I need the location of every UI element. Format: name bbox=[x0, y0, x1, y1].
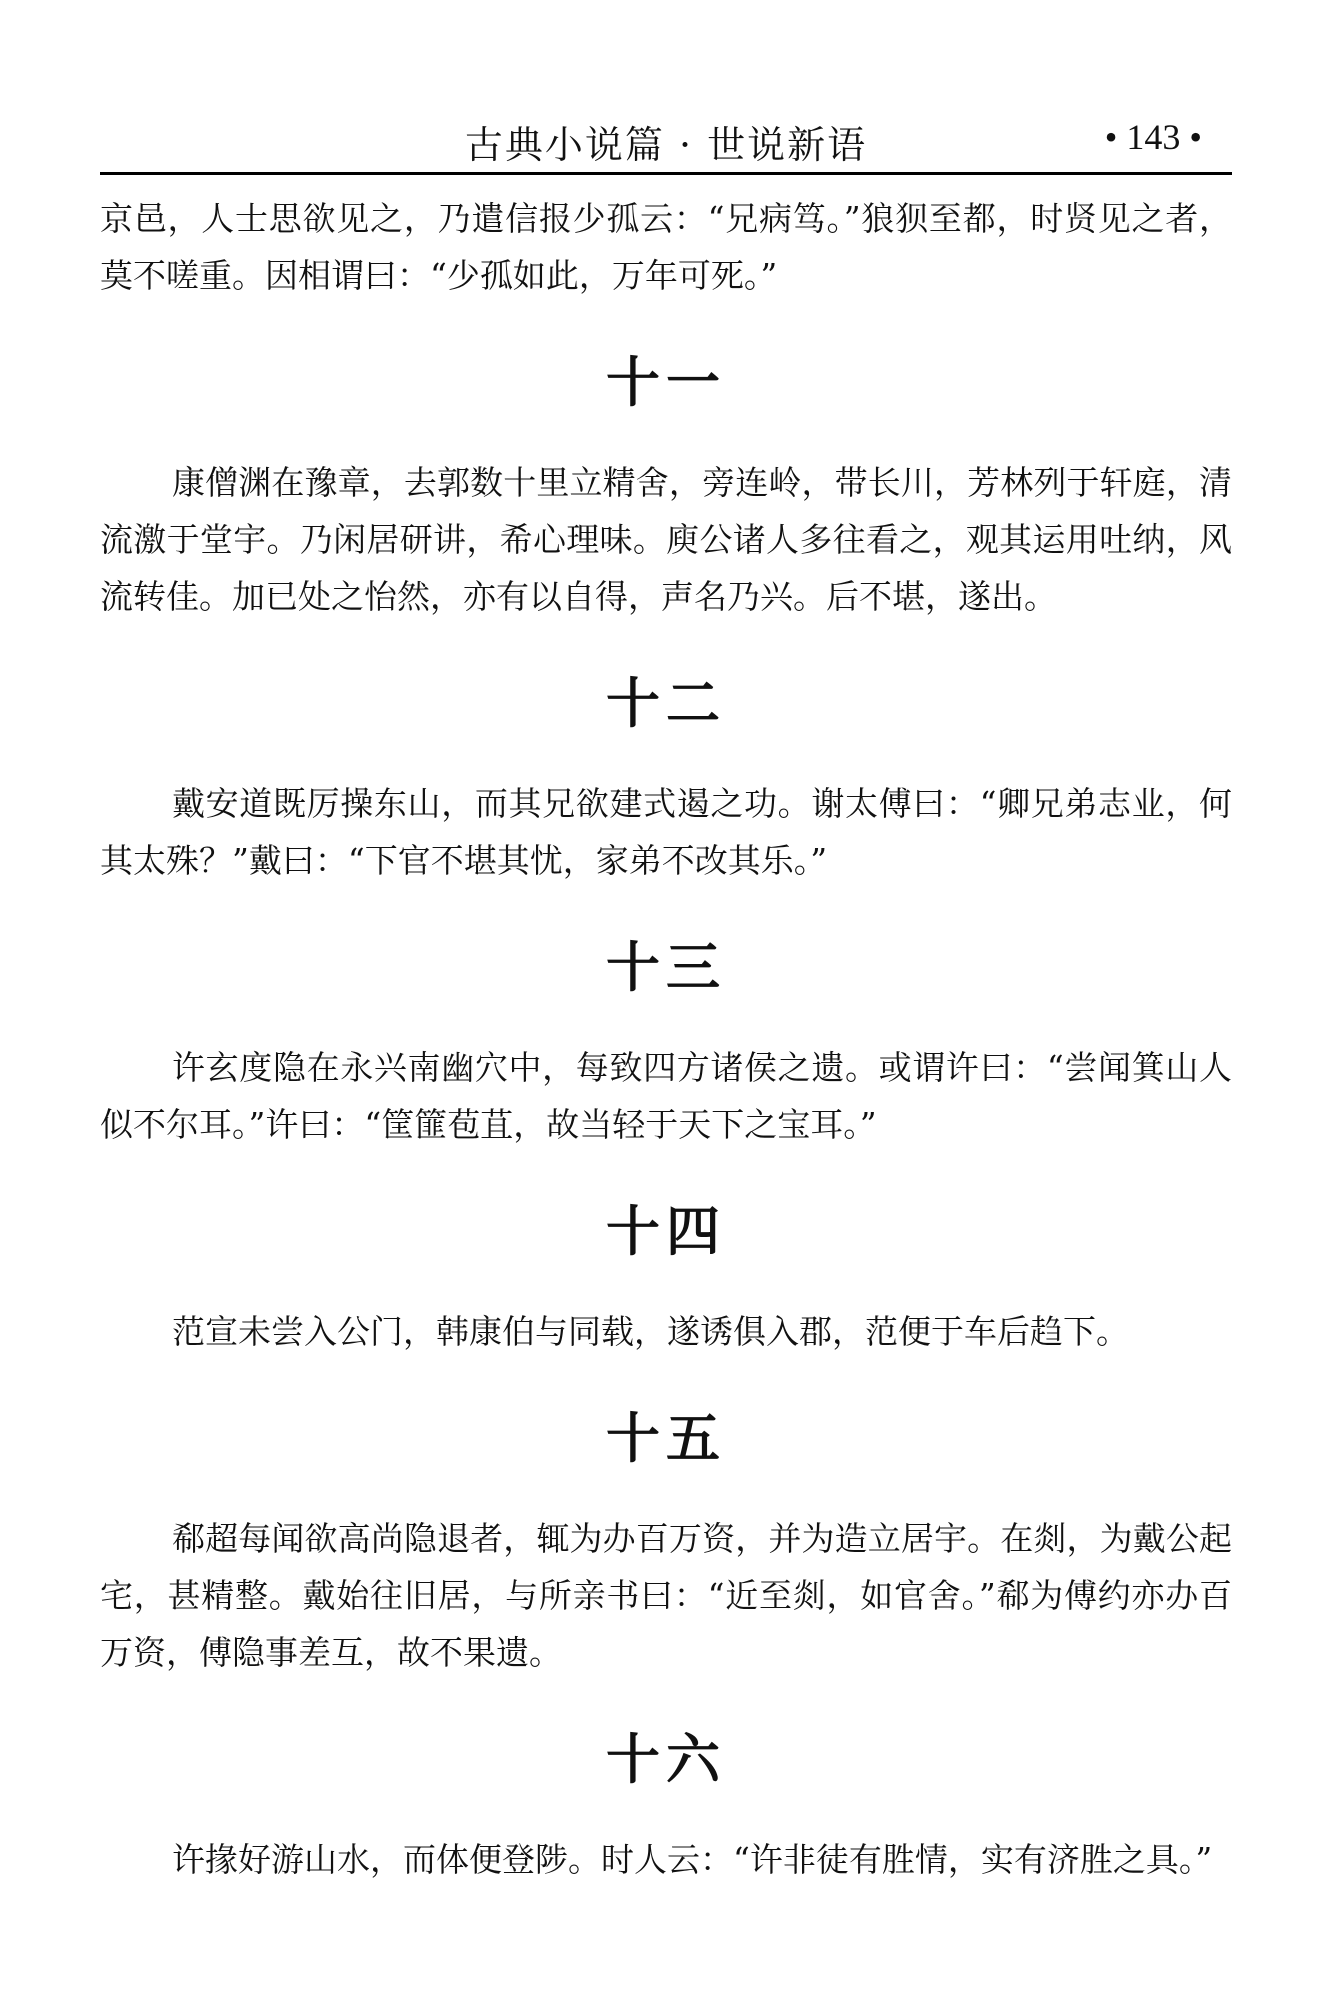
section-text-11: 康僧渊在豫章，去郭数十里立精舍，旁连岭，带长川，芳林列于轩庭，清流激于堂宇。乃闲居研讲，希心理味。庾公诸人多往看之，观其运用吐纳，风流转佳。加已处之怡然，亦有以自得，声名乃兴。后不堪，遂出。 bbox=[100, 463, 1232, 616]
page-number: • 143 • bbox=[1104, 117, 1202, 157]
section-heading-13: 十三 bbox=[606, 936, 726, 999]
section-text-12: 戴安道既厉操东山，而其兄欲建式遏之功。谢太傅曰：“卿兄弟志业，何其太殊？”戴曰：“下官不堪其忧，家弟不改其乐。” bbox=[100, 784, 1232, 880]
section-heading-16: 十六 bbox=[606, 1728, 726, 1791]
header-title: 古典小说篇 · 世说新语 bbox=[464, 123, 868, 167]
continued-paragraph: 京邑，人士思欲见之，乃遣信报少孤云：“兄病笃。”狼狈至都，时贤见之者，莫不嗟重。因相谓曰：“少孤如此，万年可死。” bbox=[100, 199, 1232, 295]
section-heading-15: 十五 bbox=[606, 1407, 726, 1470]
section-text-13: 许玄度隐在永兴南幽穴中，每致四方诸侯之遗。或谓许曰：“尝闻箕山人似不尔耳。”许曰：“筐篚苞苴，故当轻于天下之宝耳。” bbox=[100, 1048, 1232, 1144]
page-body bbox=[100, 190, 1232, 1888]
section-text-16: 许掾好游山水，而体便登陟。时人云：“许非徒有胜情，实有济胜之具。” bbox=[172, 1840, 1213, 1879]
running-header bbox=[100, 108, 1232, 175]
section-text-14: 范宣未尝入公门，韩康伯与同载，遂诱俱入郡，范便于车后趋下。 bbox=[172, 1312, 1129, 1351]
section-heading-11: 十一 bbox=[606, 351, 726, 414]
section-text-15: 郗超每闻欲高尚隐退者，辄为办百万资，并为造立居宇。在剡，为戴公起宅，甚精整。戴始往旧居，与所亲书曰：“近至剡，如官舍。”郗为傅约亦办百万资，傅隐事差互，故不果遗。 bbox=[100, 1519, 1232, 1672]
section-heading-12: 十二 bbox=[606, 672, 726, 735]
section-heading-14: 十四 bbox=[606, 1200, 726, 1263]
